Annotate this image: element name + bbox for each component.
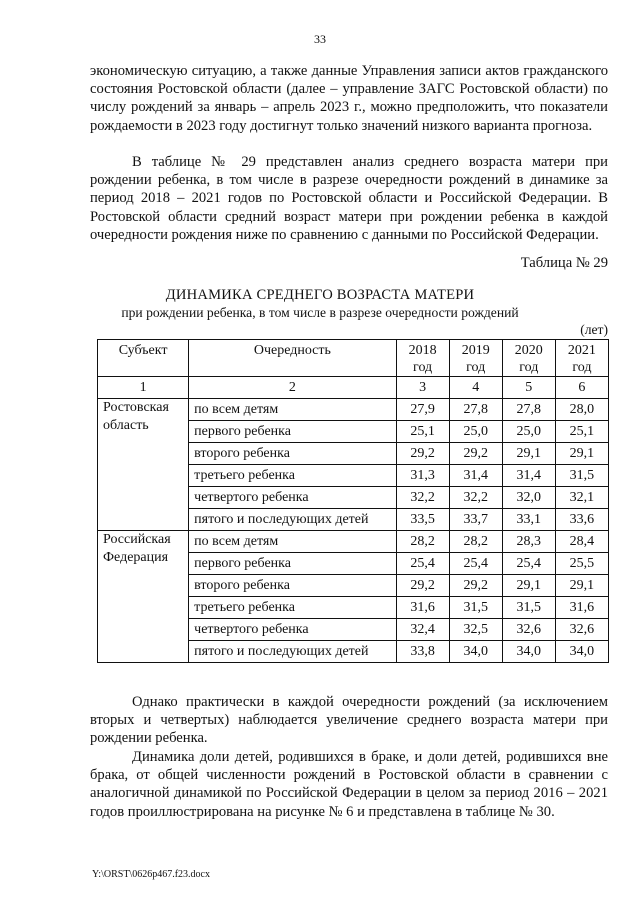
value-cell: 33,1 — [502, 509, 555, 531]
mother-age-table — [97, 339, 609, 663]
header-year-2018: 2018 год — [396, 340, 449, 377]
value-cell: 32,5 — [449, 619, 502, 641]
value-cell: 32,1 — [555, 487, 608, 509]
column-number: 5 — [502, 377, 555, 399]
value-cell: 32,4 — [396, 619, 449, 641]
value-cell: 32,2 — [449, 487, 502, 509]
value-cell: 34,0 — [555, 641, 608, 663]
order-label: третьего ребенка — [189, 597, 396, 619]
table-title: ДИНАМИКА СРЕДНЕГО ВОЗРАСТА МАТЕРИ — [165, 287, 475, 303]
value-cell: 29,2 — [449, 443, 502, 465]
value-cell: 29,2 — [396, 575, 449, 597]
header-year-2019: 2019 год — [449, 340, 502, 377]
value-cell: 31,3 — [396, 465, 449, 487]
value-cell: 25,5 — [555, 553, 608, 575]
order-label: первого ребенка — [189, 421, 396, 443]
header-year-2021: 2021 год — [555, 340, 608, 377]
column-number: 2 — [189, 377, 396, 399]
value-cell: 27,9 — [396, 399, 449, 421]
order-label: третьего ребенка — [189, 465, 396, 487]
value-cell: 29,1 — [502, 575, 555, 597]
value-cell: 29,2 — [396, 443, 449, 465]
value-cell: 31,6 — [555, 597, 608, 619]
header-order: Очередность — [189, 340, 396, 377]
table-subtitle: при рождении ребенка, в том числе в разрезе очередности рождений — [121, 305, 519, 320]
order-label: первого ребенка — [189, 553, 396, 575]
value-cell: 28,2 — [449, 531, 502, 553]
order-label: второго ребенка — [189, 443, 396, 465]
subject-russia: Российская Федерация — [98, 531, 189, 663]
value-cell: 25,1 — [555, 421, 608, 443]
column-number-row — [98, 377, 609, 399]
header-year-2020: 2020 год — [502, 340, 555, 377]
subject-rostov: Ростовская область — [98, 399, 189, 531]
paragraph-conclusion: Однако практически в каждой очередности рождений (за исключением вторых и четвертых) наблюдается увеличение среднего возраста матери при рождении ребенка. — [90, 694, 608, 747]
value-cell: 34,0 — [449, 641, 502, 663]
paragraph-intro: экономическую ситуацию, а также данные Управления записи актов гражданского состояния Ростовской области (далее – управление ЗАГС Ростовской области) по числу рождений за январь – апрель 2023 г., можно предположить, что показатели рождаемости в 2023 году достигнут только значений низкого варианта прогноза. — [90, 63, 608, 134]
value-cell: 33,8 — [396, 641, 449, 663]
value-cell: 27,8 — [449, 399, 502, 421]
value-cell: 33,6 — [555, 509, 608, 531]
value-cell: 29,2 — [449, 575, 502, 597]
value-cell: 25,0 — [502, 421, 555, 443]
value-cell: 34,0 — [502, 641, 555, 663]
value-cell: 28,0 — [555, 399, 608, 421]
column-number: 1 — [98, 377, 189, 399]
value-cell: 28,2 — [396, 531, 449, 553]
value-cell: 31,5 — [449, 597, 502, 619]
page-number: 33 — [314, 32, 326, 46]
paragraph-dynamics: Динамика доли детей, родившихся в браке, и доли детей, родившихся вне брака, от общей численности рождений в Ростовской области в сравнении с аналогичной динамикой по Российской Федерации в целом за период 2016 – 2021 годов проиллюстрирована на рисунке № 6 и представлена в таблице № 30. — [90, 749, 608, 820]
value-cell: 33,7 — [449, 509, 502, 531]
value-cell: 32,0 — [502, 487, 555, 509]
value-cell: 27,8 — [502, 399, 555, 421]
value-cell: 31,5 — [555, 465, 608, 487]
value-cell: 28,4 — [555, 531, 608, 553]
paragraph-table-description: В таблице № 29 представлен анализ среднего возраста матери при рождении ребенка, в том числе в разрезе очередности рождений в динамике за период 2018 – 2021 годов по Ростовской области и Российской Федерации. В Ростовской области средний возраст матери при рождении ребенка в каждой очередности рождения ниже по сравнению с данными по Российской Федерации. — [90, 154, 608, 243]
value-cell: 28,3 — [502, 531, 555, 553]
order-label: пятого и последующих детей — [189, 641, 396, 663]
value-cell: 29,1 — [502, 443, 555, 465]
table-header-row — [98, 340, 609, 377]
value-cell: 32,6 — [502, 619, 555, 641]
value-cell: 32,6 — [555, 619, 608, 641]
order-label: по всем детям — [189, 531, 396, 553]
value-cell: 25,4 — [449, 553, 502, 575]
table-row — [98, 399, 609, 421]
value-cell: 31,4 — [502, 465, 555, 487]
table-units: (лет) — [580, 322, 608, 337]
column-number: 6 — [555, 377, 608, 399]
order-label: второго ребенка — [189, 575, 396, 597]
value-cell: 25,0 — [449, 421, 502, 443]
value-cell: 29,1 — [555, 575, 608, 597]
order-label: по всем детям — [189, 399, 396, 421]
order-label: четвертого ребенка — [189, 619, 396, 641]
value-cell: 25,4 — [502, 553, 555, 575]
file-path-footer: Y:\ORST\0626p467.f23.docx — [92, 869, 210, 880]
value-cell: 29,1 — [555, 443, 608, 465]
table-row — [98, 531, 609, 553]
column-number: 3 — [396, 377, 449, 399]
order-label: пятого и последующих детей — [189, 509, 396, 531]
order-label: четвертого ребенка — [189, 487, 396, 509]
value-cell: 33,5 — [396, 509, 449, 531]
value-cell: 32,2 — [396, 487, 449, 509]
value-cell: 25,1 — [396, 421, 449, 443]
value-cell: 31,6 — [396, 597, 449, 619]
header-subject: Субъект — [98, 340, 189, 377]
column-number: 4 — [449, 377, 502, 399]
table-label: Таблица № 29 — [520, 255, 608, 271]
value-cell: 25,4 — [396, 553, 449, 575]
value-cell: 31,5 — [502, 597, 555, 619]
value-cell: 31,4 — [449, 465, 502, 487]
